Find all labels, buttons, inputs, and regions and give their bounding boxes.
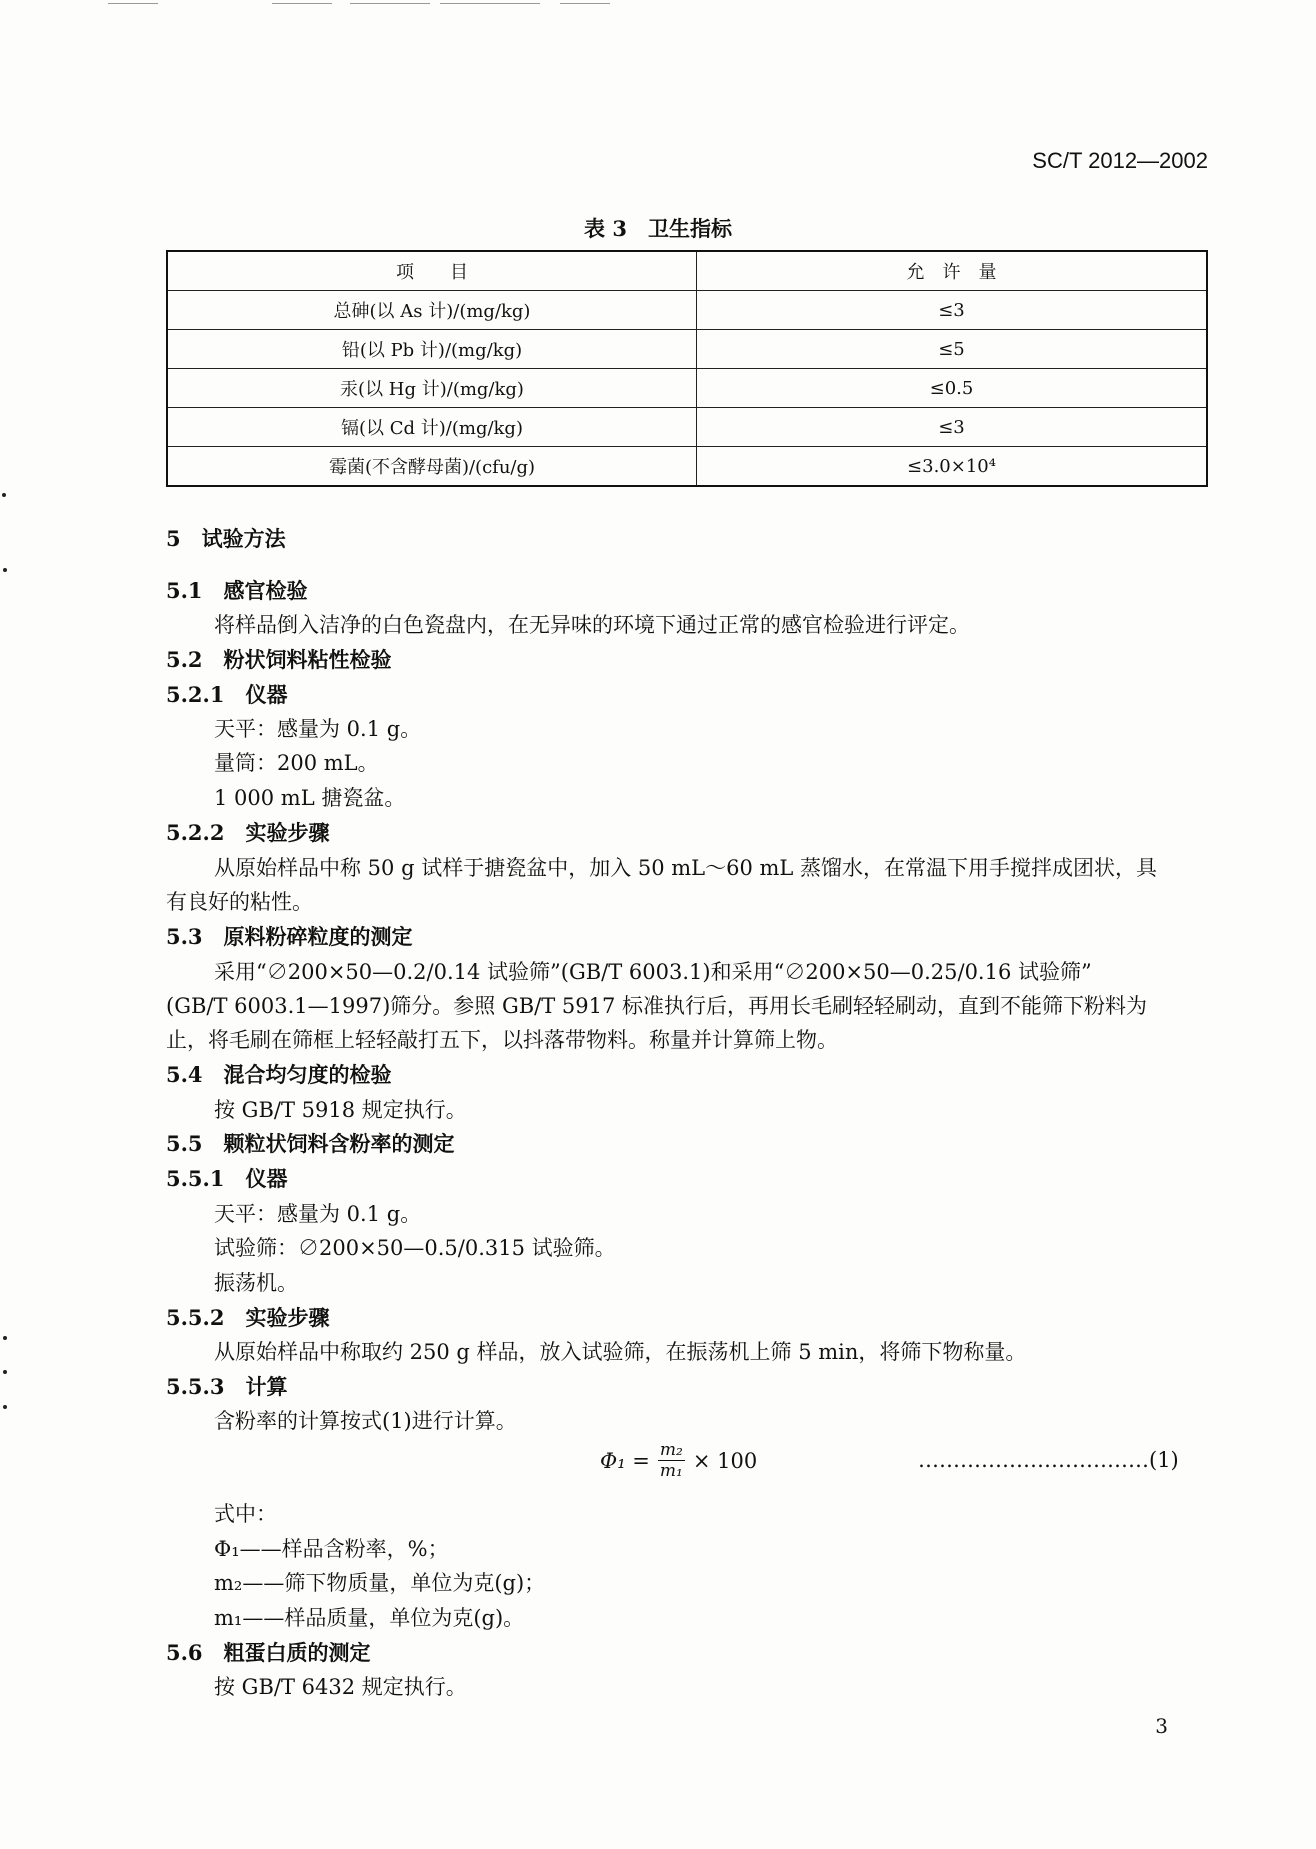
scan-artifact-dot [3,1405,7,1409]
page-number: 3 [1155,1714,1168,1738]
instrument-test-sieve: 试验筛：∅200×50—0.5/0.315 试验筛。 [214,1236,616,1260]
table-title: 表 3 卫生指标 [584,216,732,241]
section-5-3-line-3: 止，将毛刷在筛框上轻轻敲打五下，以抖落带物料。称量并计算筛上物。 [166,1028,838,1052]
scan-artifact-lines [0,0,1316,12]
definition-m1: m₁——样品质量，单位为克(g)。 [214,1606,525,1630]
instrument-shaker: 振荡机。 [214,1271,298,1295]
cell-limit: ≤0.5 [697,369,1208,408]
instrument-balance-2: 天平：感量为 0.1 g。 [214,1202,422,1226]
cell-limit: ≤3.0×10⁴ [697,447,1208,487]
formula-1 [600,1440,757,1481]
section-5-2-2-line-2: 有良好的粘性。 [166,890,313,914]
section-5-3-line-1: 采用“∅200×50—0.2/0.14 试验筛”(GB/T 6003.1)和采用“∅200×50—0.25/0.16 试验筛” [214,960,1092,984]
formula-numerator: m₂ [659,1440,683,1460]
section-5-3-heading: 5.3 原料粉碎粒度的测定 [166,924,413,949]
instrument-cylinder: 量筒：200 mL。 [214,751,379,775]
cell-item: 汞(以 Hg 计)/(mg/kg) [167,369,697,408]
section-5-1-heading: 5.1 感官检验 [166,578,308,603]
definition-phi1: Φ₁——样品含粉率，%； [214,1537,449,1561]
formula-lhs: Φ₁ = [600,1448,650,1473]
section-5-5-heading: 5.5 颗粒状饲料含粉率的测定 [166,1131,455,1156]
section-5-1-text: 将样品倒入洁净的白色瓷盘内，在无异味的环境下通过正常的感官检验进行评定。 [214,613,970,637]
section-5-6-heading: 5.6 粗蛋白质的测定 [166,1640,371,1665]
section-5-4-text: 按 GB/T 5918 规定执行。 [214,1098,467,1122]
section-5-2-1-heading: 5.2.1 仪器 [166,682,288,707]
cell-limit: ≤5 [697,330,1208,369]
hygiene-index-table [166,250,1208,487]
column-header-item: 项 目 [167,251,697,291]
cell-limit: ≤3 [697,408,1208,447]
standard-code: SC/T 2012—2002 [1032,148,1208,173]
instrument-enamel-basin: 1 000 mL 搪瓷盆。 [214,786,406,810]
section-5-3-line-2: (GB/T 6003.1—1997)筛分。参照 GB/T 5917 标准执行后，再用长毛刷轻轻刷动，直到不能筛下粉料为 [166,994,1148,1018]
section-5-2-heading: 5.2 粉状饲料粘性检验 [166,647,392,672]
table-row [167,330,1207,369]
formula-rhs: × 100 [692,1448,758,1473]
formula-denominator: m₁ [659,1461,683,1481]
definition-m2: m₂——筛下物质量，单位为克(g)； [214,1571,546,1595]
column-header-allowance: 允 许 量 [697,251,1208,291]
section-5-4-heading: 5.4 混合均匀度的检验 [166,1062,392,1087]
where-label: 式中： [214,1502,277,1526]
section-5-heading: 5 试验方法 [166,526,286,551]
section-5-6-text: 按 GB/T 6432 规定执行。 [214,1675,467,1699]
cell-limit: ≤3 [697,291,1208,330]
table-row [167,291,1207,330]
section-5-5-3-text: 含粉率的计算按式(1)进行计算。 [214,1409,517,1433]
table-header-row [167,251,1207,291]
cell-item: 霉菌(不含酵母菌)/(cfu/g) [167,447,697,487]
table-row [167,369,1207,408]
scan-artifact-dot [3,568,7,572]
table-row [167,408,1207,447]
cell-item: 镉(以 Cd 计)/(mg/kg) [167,408,697,447]
scan-artifact-dot [3,1370,7,1374]
section-5-5-2-text: 从原始样品中称取约 250 g 样品，放入试验筛，在振荡机上筛 5 min，将筛下物称量。 [214,1340,1027,1364]
instrument-balance: 天平：感量为 0.1 g。 [214,717,422,741]
cell-item: 总砷(以 As 计)/(mg/kg) [167,291,697,330]
section-5-5-1-heading: 5.5.1 仪器 [166,1166,288,1191]
formula-number: ……………………………(1) [918,1448,1179,1472]
section-5-2-2-line-1: 从原始样品中称 50 g 试样于搪瓷盆中，加入 50 mL～60 mL 蒸馏水，在常温下用手搅拌成团状，具 [214,856,1158,880]
section-5-5-3-heading: 5.5.3 计算 [166,1374,288,1399]
table-row [167,447,1207,487]
section-5-5-2-heading: 5.5.2 实验步骤 [166,1305,330,1330]
formula-fraction [658,1440,685,1481]
cell-item: 铅(以 Pb 计)/(mg/kg) [167,330,697,369]
scan-artifact-dot [2,493,6,497]
section-5-2-2-heading: 5.2.2 实验步骤 [166,820,330,845]
scan-artifact-dot [3,1336,7,1340]
